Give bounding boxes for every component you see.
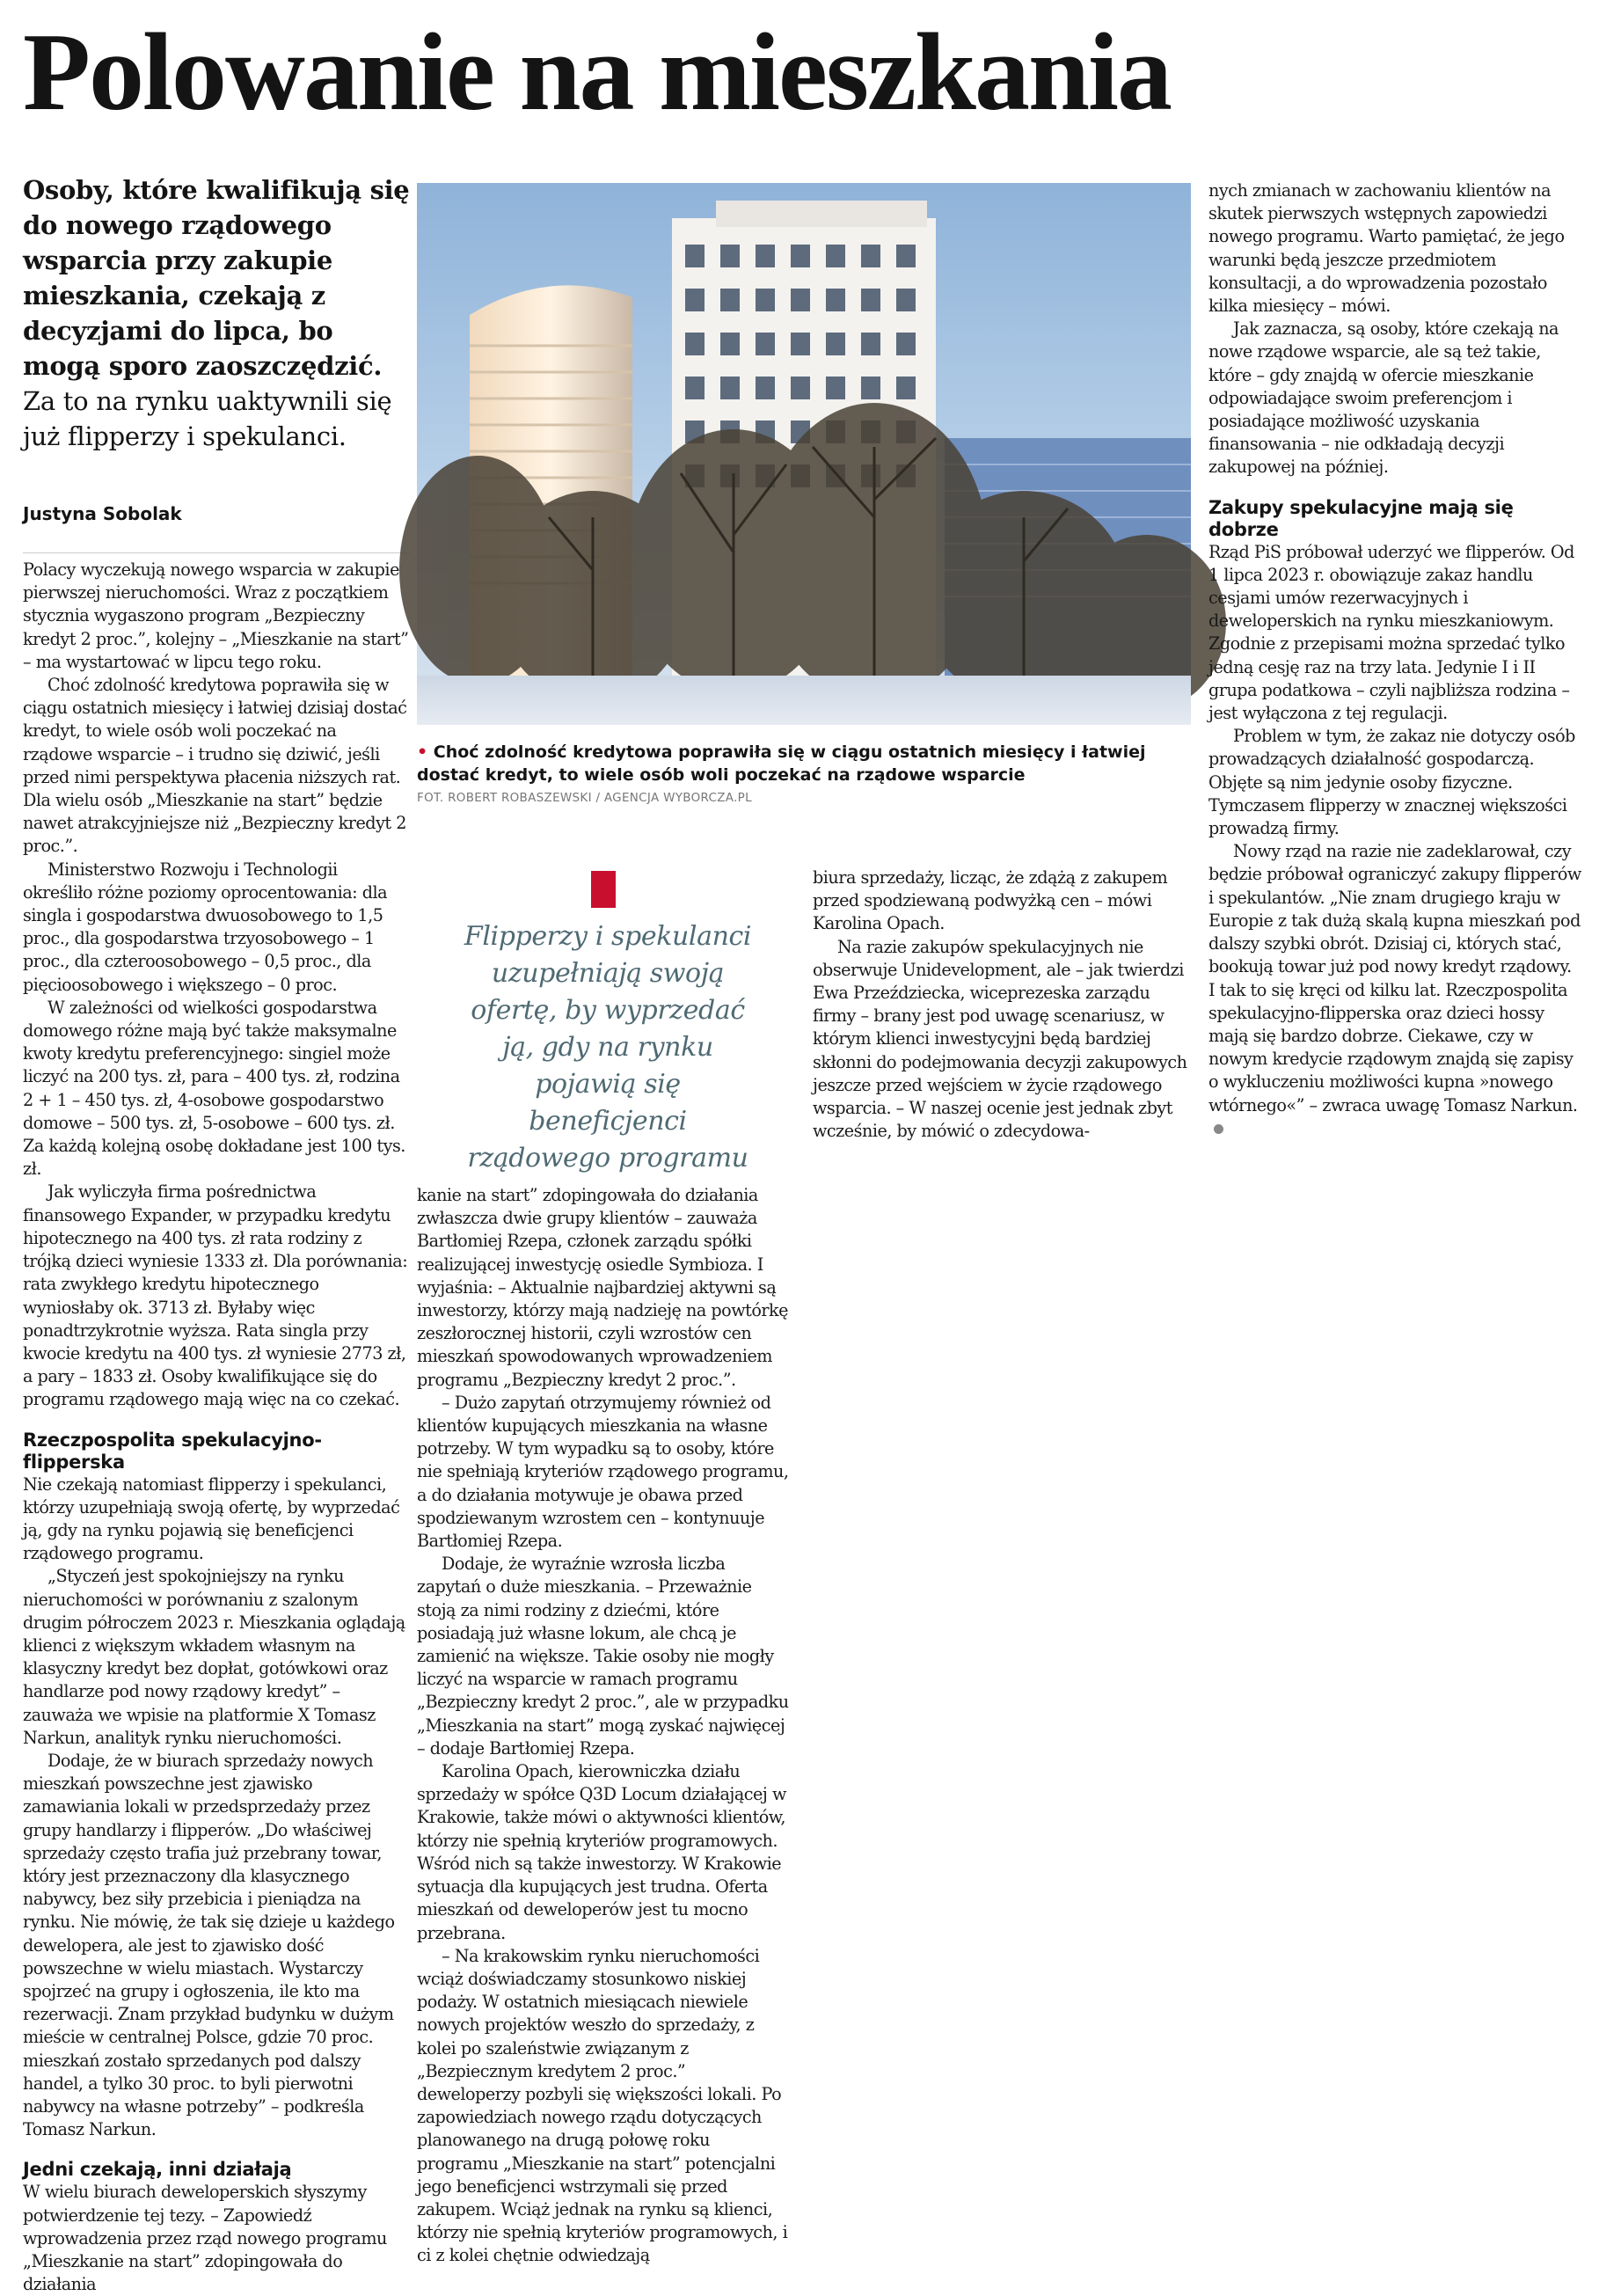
article-column-3 (1208, 179, 1582, 1156)
paragraph: Dodaje, że wyraźnie wzrosła liczba zapytań o duże mieszkania. – Przeważnie stoją za nimi rodziny z dziećmi, które posiadają już własne lokum, ale chcą je zamienić na większe. Takie osoby nie mogły liczyć na wsparcie w ramach programu „Bezpieczny kredyt 2 proc.”, ale w przypadku „Mieszkania na start” mogą zyskać najwięcej – dodaje Bartłomiej Rzepa. (417, 1554, 789, 1759)
paragraph: W zależności od wielkości gospodarstwa domowego różne mają być także maksymalne kwoty kredytu preferencyjnego: singiel może liczyć na 200 tys. zł, para – 400 tys. zł, rodzina 2 + 1 – 450 tys. zł, 4-osobowe gospodarstwo domowe – 500 tys. zł, 5-osobowe – 600 tys. zł. Za każdą kolejną osobę dokładane jest 100 tys. zł. (23, 997, 405, 1180)
photo-credit: FOT. ROBERT ROBASZEWSKI / AGENCJA WYBORCZA.PL (417, 791, 752, 805)
final-paragraph-text: Nowy rząd na razie nie zadeklarował, czy będzie próbował ograniczyć zakupy flipperów i spekulantów. „Nie znam drugiego kraju w Europie z tak dużą skalą kupna mieszkań pod dalszy szybki obrót. Dzisiaj ci, których stać, bookują towar już pod nowy kredyt rządowy. I tak to się kręci od kilku lat. Rzeczpospolita spekulacyjno-flipperska oraz dzieci hossy mają się bardzo dobrze. Ciekawe, czy w nowym kredycie rządowym znajdą się zapisy o wykluczeniu możliwości kupna »nowego wtórnego«” – zwraca uwagę Tomasz Narkun. (1208, 841, 1581, 1115)
article-column-2b (813, 866, 1189, 1183)
caption-text: Choć zdolność kredytowa poprawiła się w ciągu ostatnich miesięcy i łatwiej dostać kredyt, to wiele osób woli poczekać na rządowe wsparcie (417, 742, 1146, 785)
paragraph: Na razie zakupów spekulacyjnych nie obserwuje Unidevelopment, ale – jak twierdzi Ewa Przeździecka, wiceprezeska zarządu firmy – brany jest pod uwagę scenariusz, w którym klienci inwestycyjni będą bardziej skłonni do podejmowania decyzji zakupowych jeszcze przed wejściem w życie rządowego wsparcia. – W naszej ocenie jest jednak zbyt wcześnie, by mówić o zdecydowa- (813, 936, 1187, 1142)
subheading: Rzeczpospolita spekulacyjno-flipperska (23, 1429, 322, 1473)
paragraph: Rząd PiS próbował uderzyć we flipperów. Od 1 lipca 2023 r. obowiązuje zakaz handlu cesjami umów rezerwacyjnych i deweloperskich na rynku mieszkaniowym. Zgodnie z przepisami można sprzedać tylko jedną cesję raz na trzy lata. Jedynie I i II grupa podatkowa – czyli najbliższa rodzina – jest wyłączona z tej regulacji. (1208, 541, 1574, 724)
lead-strong: Osoby, które kwalifikują się do nowego rządowego wsparcia przy zakupie mieszkania, czekają z decyzjami do lipca, bo mogą sporo zaoszczędzić. (23, 175, 410, 381)
subheading: Zakupy spekulacyjne mają się dobrze (1208, 496, 1514, 540)
paragraph: Nie czekają natomiast flipperzy i spekulanci, którzy uzupełniają swoją ofertę, by wyprzedać ją, gdy na rynku pojawią się beneficjenci rządowego programu. (23, 1473, 400, 1564)
paragraph: Polacy wyczekują nowego wsparcia w zakupie pierwszej nieruchomości. Wraz z początkiem stycznia wygaszono program „Bezpieczny kredyt 2 proc.”, kolejny – „Mieszkanie na start” – ma wystartować w lipcu tego roku. (23, 559, 409, 672)
paragraph: Karolina Opach, kierowniczka działu sprzedaży w spółce Q3D Locum działającej w Krakowie, także mówi o aktywności klientów, którzy nie spełnią kryteriów programowych. Wśród nich są także inwestorzy. W Krakowie sytuacja dla kupujących jest trudna. Oferta mieszkań od deweloperów jest tu mocno przebrana. (417, 1761, 786, 1943)
pullquote-marker (591, 871, 616, 908)
article-photo (417, 183, 1191, 725)
paragraph: nych zmianach w zachowaniu klientów na skutek pierwszych wstępnych zapowiedzi nowego programu. Warto pamiętać, że jego warunki będą jeszcze przedmiotem konsultacji, a do wprowadzenia pozostało kilka miesięcy – mówi. (1208, 180, 1565, 317)
article-column-2 (417, 1184, 793, 2266)
paragraph: „Styczeń jest spokojniejszy na rynku nieruchomości w porównaniu z szalonym drugim półroczem 2023 r. Mieszkania oglądają klienci z większym wkładem własnym na klasyczny kredyt bez dopłat, gotówkowi oraz handlarze pod nowy rządowy kredyt” – zauważa we wpisie na platformie X Tomasz Narkun, analityk rynku nieruchomości. (23, 1566, 405, 1748)
paragraph: W wielu biurach deweloperskich słyszymy potwierdzenie tej tezy. – Zapowiedź wprowadzenia przez rząd nowego programu „Mieszkanie na start” zdopingowała do działania (23, 2182, 387, 2295)
paragraph: Problem w tym, że zakaz nie dotyczy osób prowadzących działalność gospodarczą. Objęte są nim jedynie osoby fizyczne. Tymczasem flipperzy w znacznej większości prowadzą firmy. (1208, 726, 1575, 839)
paragraph: biura sprzedaży, licząc, że zdążą z zakupem przed spodziewaną podwyżką cen – mówi Karolina Opach. (813, 867, 1168, 934)
article-column-1 (23, 552, 410, 2295)
paragraph: Choć zdolność kredytowa poprawiła się w ciągu ostatnich miesięcy i łatwiej dzisiaj dostać kredyt, to wiele osób woli poczekać na rządowe wsparcie – i trudno się dziwić, jeśli przed nimi perspektywa płacenia niższych rat. Dla wielu osób „Mieszkanie na start” będzie nawet atrakcyjniejsze niż „Bezpieczny kredyt 2 proc.”. (23, 675, 407, 857)
paragraph: Dodaje, że w biurach sprzedaży nowych mieszkań powszechne jest zjawisko zamawiania lokali w przedsprzedaży przez grupy handlarzy i flipperów. „Do właściwej sprzedaży często trafia już przebrany towar, który jest przeznaczony dla klasycznego nabywcy, bez siły przebicia i pieniądza na rynku. Nie mówię, że tak się dzieje u każdego dewelopera, ale jest to zjawisko dość powszechne w wielu miastach. Wystarczy spojrzeć na grupy i ogłoszenia, ile kto ma rezerwacji. Znam przykład budynku w dużym mieście w centralnej Polsce, gdzie 70 proc. mieszkań zostało sprzedanych pod dalszy handel, a tylko 30 proc. to byli pierwotni nabywcy na własne potrzeby” – podkreśla Tomasz Narkun. (23, 1750, 395, 2140)
photo-caption (417, 741, 1191, 786)
paragraph: – Na krakowskim rynku nieruchomości wciąż doświadczamy stosunkowo niskiej podaży. W ostatnich miesiącach niewiele nowych projektów weszło do sprzedaży, z kolei po szaleństwie związanym z „Bezpiecznym kredytem 2 proc.” deweloperzy pozbyli się większości lokali. Po zapowiedziach nowego rządu dotyczących planowanego na drugą połowę roku programu „Mieszkanie na start” potencjalni jego beneficjenci wstrzymali się przed zakupem. Wciąż jednak na rynku są klienci, którzy nie spełnią kryteriów programowych, i ci z kolei chętnie odwiedzają (417, 1945, 788, 2266)
paragraph: Jak zaznacza, są osoby, które czekają na nowe rządowe wsparcie, ale są też takie, które – gdy znajdą w ofercie mieszkanie odpowiadające swoim preferencjom i posiadające możliwość uzyskania finansowania – nie odkładają decyzji zakupowej na później. (1208, 318, 1559, 478)
paragraph: – Dużo zapytań otrzymujemy również od klientów kupujących mieszkania na własne potrzeby. W tym wypadku są to osoby, które nie spełniają kryteriów rządowego programu, a do działania motywuje je obawa przed spodziewanym wzrostem cen – kontynuuje Bartłomiej Rzepa. (417, 1392, 789, 1552)
paragraph: Ministerstwo Rozwoju i Technologii określiło różne poziomy oprocentowania: dla singla i gospodarstwa dwuosobowego to 1,5 proc., dla gospodarstwa trzyosobowego – 1 proc., dla czteroosobowego – 0,5 proc., dla pięcioosobowego i większego – 0 proc. (23, 859, 388, 995)
author-byline: Justyna Sobolak (23, 503, 182, 524)
paragraph (1208, 840, 1582, 1140)
subheading: Jedni czekają, inni działają (23, 2159, 292, 2181)
lead-rest: Za to na rynku uaktywnili się już flipperzy i spekulanci. (23, 386, 392, 451)
caption-bullet-icon: • (417, 742, 428, 762)
headline: Polowanie na mieszkania (23, 11, 1172, 134)
article-lead (23, 172, 410, 454)
end-of-article-icon (1214, 1124, 1223, 1134)
paragraph: kanie na start” zdopingowała do działania zwłaszcza dwie grupy klientów – zauważa Bartłomiej Rzepa, członek zarządu spółki realizującej inwestycję osiedle Symbioza. I wyjaśnia: – Aktualnie najbardziej aktywni są inwestorzy, którzy mają nadzieję na powtórkę zeszłorocznej historii, czyli wzrostów cen mieszkań spowodowanych wprowadzeniem programu „Bezpieczny kredyt 2 proc.”. (417, 1185, 789, 1390)
pullquote: Flipperzy i spekulanci uzupełniają swoją ofertę, by wyprzedać ją, gdy na rynku pojawią się beneficjenci rządowego programu (464, 921, 752, 1174)
paragraph: Jak wyliczyła firma pośrednictwa finansowego Expander, w przypadku kredytu hipotecznego na 400 tys. zł rata rodziny z trójką dzieci wyniesie 1333 zł. Dla porównania: rata zwykłego kredytu hipotecznego wyniosłaby ok. 3713 zł. Byłaby więc ponadtrzykrotnie wyższa. Rata singla przy kwocie kredytu na 400 tys. zł wyniesie 2773 zł, a pary – 1833 zł. Osoby kwalifikujące się do programu rządowego mają więc na co czekać. (23, 1181, 408, 1410)
